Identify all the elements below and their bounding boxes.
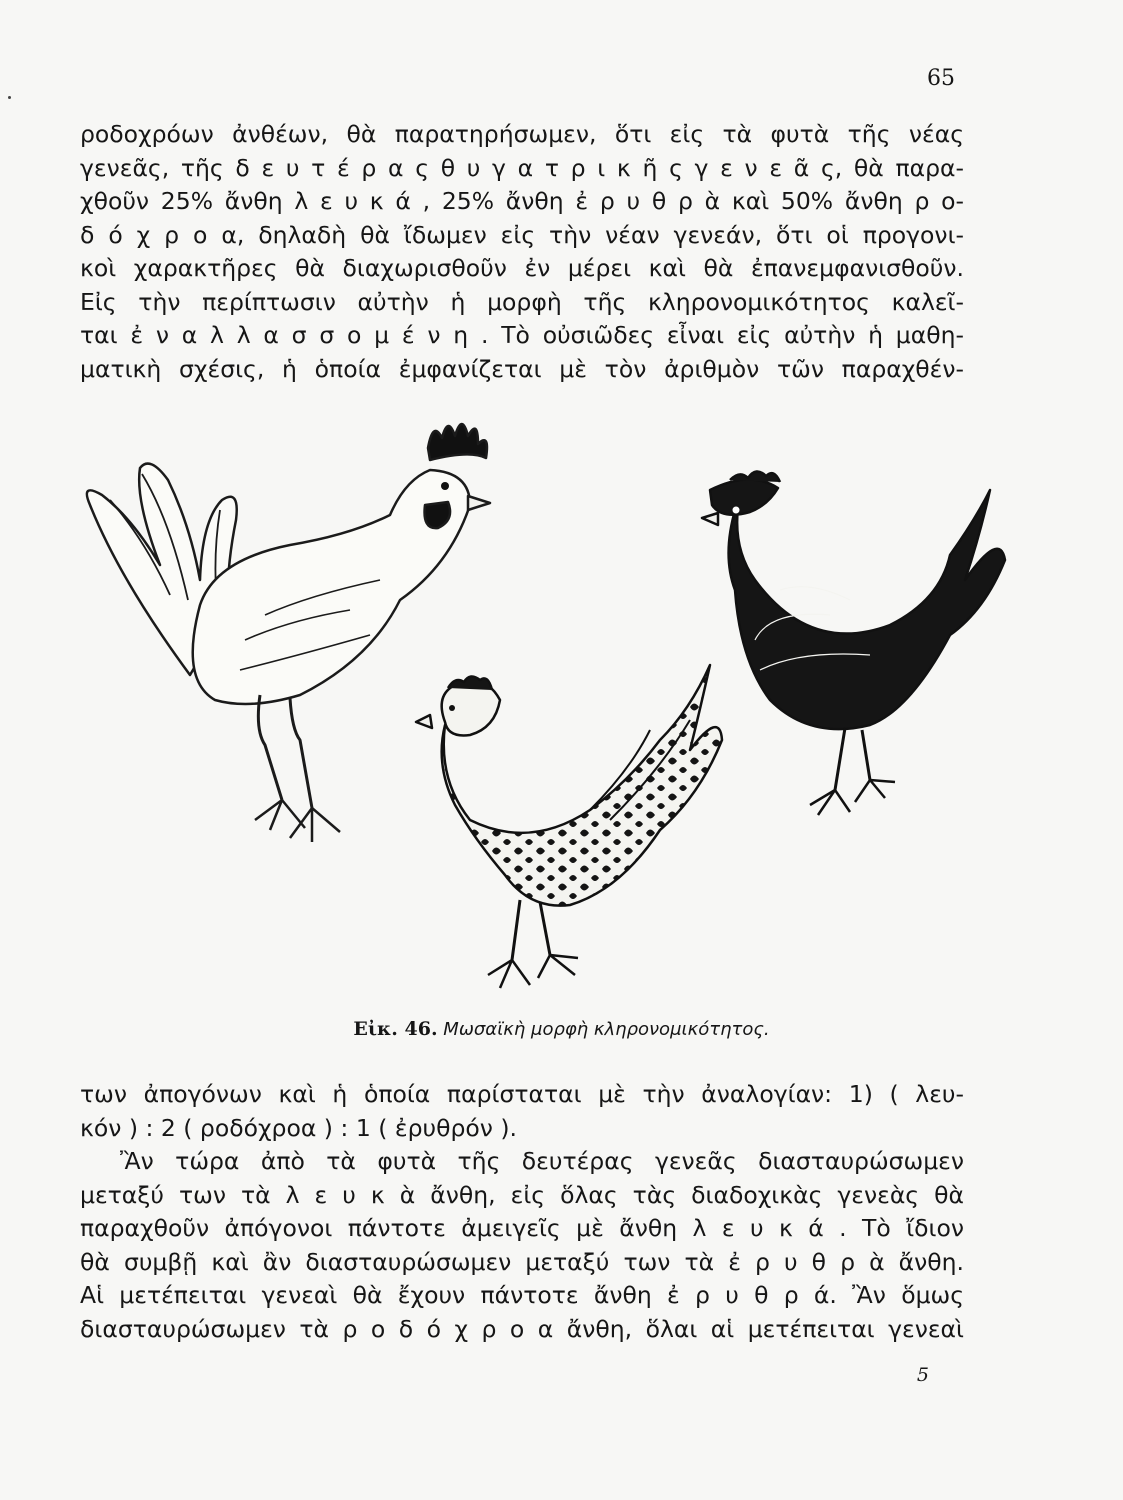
text-line: χθοῦν 25% ἄνθη λ ε υ κ ά , 25% ἄνθη ἐ ρ υ θ ρ ὰ καὶ 50% ἄνθη ρ ο-: [80, 187, 964, 215]
text-line: ματικὴ σχέσις, ἡ ὁποία ἐμφανίζεται μὲ τὸν ἀριθμὸν τῶν παραχθέν-: [80, 354, 964, 383]
page-number: 65: [927, 66, 955, 91]
black-hen: [702, 471, 1005, 815]
text-line: κοὶ χαρακτῆρες θὰ διαχωρισθοῦν ἐν μέρει καὶ θὰ ἐπανεμφανισθοῦν.: [80, 254, 964, 282]
white-rooster: [87, 424, 490, 842]
text-line: ται ἐ ν α λ λ α σ σ ο μ έ ν η . Τὸ οὐσιῶδες εἶναι εἰς αὐτὴν ἡ μαθη-: [80, 321, 964, 349]
figure-caption: [0, 1018, 1123, 1040]
text-line: γενεᾶς, τῆς δ ε υ τ έ ρ α ς θ υ γ α τ ρ ι κ ῆ ς γ ε ν ε ᾶ ς, θὰ παρα-: [80, 153, 964, 182]
speckled-hen: [416, 665, 722, 988]
signature-mark: 5: [916, 1364, 929, 1386]
text-line: κόν ) : 2 ( ροδόχροα ) : 1 ( ἐρυθρόν ).: [80, 1113, 517, 1142]
paragraph-top: [80, 118, 964, 386]
figure-label: Εἰκ. 46.: [353, 1018, 438, 1040]
text-line: Εἰς τὴν περίπτωσιν αὐτὴν ἡ μορφὴ τῆς κληρονομικότητος καλεῖ-: [80, 287, 964, 316]
text-line: Αἱ μετέπειται γενεαὶ θὰ ἔχουν πάντοτε ἄνθη ἐ ρ υ θ ρ ά. Ἂν ὅμως: [80, 1281, 964, 1309]
stray-ink-dot: [8, 96, 11, 99]
text-line: μεταξύ των τὰ λ ε υ κ ὰ ἄνθη, εἰς ὅλας τὰς διαδοχικὰς γενεὰς θὰ: [80, 1180, 964, 1209]
text-line: θὰ συμβῇ καὶ ἂν διασταυρώσωμεν μεταξύ των τὰ ἐ ρ υ θ ρ ὰ ἄνθη.: [80, 1247, 964, 1276]
figure-title: Μωσαϊκὴ μορφὴ κληρονομικότητος.: [443, 1019, 770, 1040]
text-line: των ἀπογόνων καὶ ἡ ὁποία παρίσταται μὲ τὴν ἀναλογίαν: 1) ( λευ-: [80, 1080, 964, 1108]
text-line: παραχθοῦν ἀπόγονοι πάντοτε ἀμειγεῖς μὲ ἄνθη λ ε υ κ ά . Τὸ ἴδιον: [80, 1214, 964, 1242]
chicken-illustration: [50, 410, 1050, 1010]
text-line: δ ό χ ρ ο α, δηλαδὴ θὰ ἴδωμεν εἰς τὴν νέαν γενεάν, ὅτι οἱ προγονι-: [80, 220, 964, 249]
text-line: ροδοχρόων ἀνθέων, θὰ παρατηρήσωμεν, ὅτι εἰς τὰ φυτὰ τῆς νέας: [80, 120, 964, 148]
paragraph-bottom: [80, 1078, 964, 1346]
text-line: Ἂν τώρα ἀπὸ τὰ φυτὰ τῆς δευτέρας γενεᾶς διασταυρώσωμεν: [120, 1147, 964, 1175]
text-line: διασταυρώσωμεν τὰ ρ ο δ ό χ ρ ο α ἄνθη, ὅλαι αἱ μετέπειται γενεαὶ: [80, 1314, 964, 1343]
